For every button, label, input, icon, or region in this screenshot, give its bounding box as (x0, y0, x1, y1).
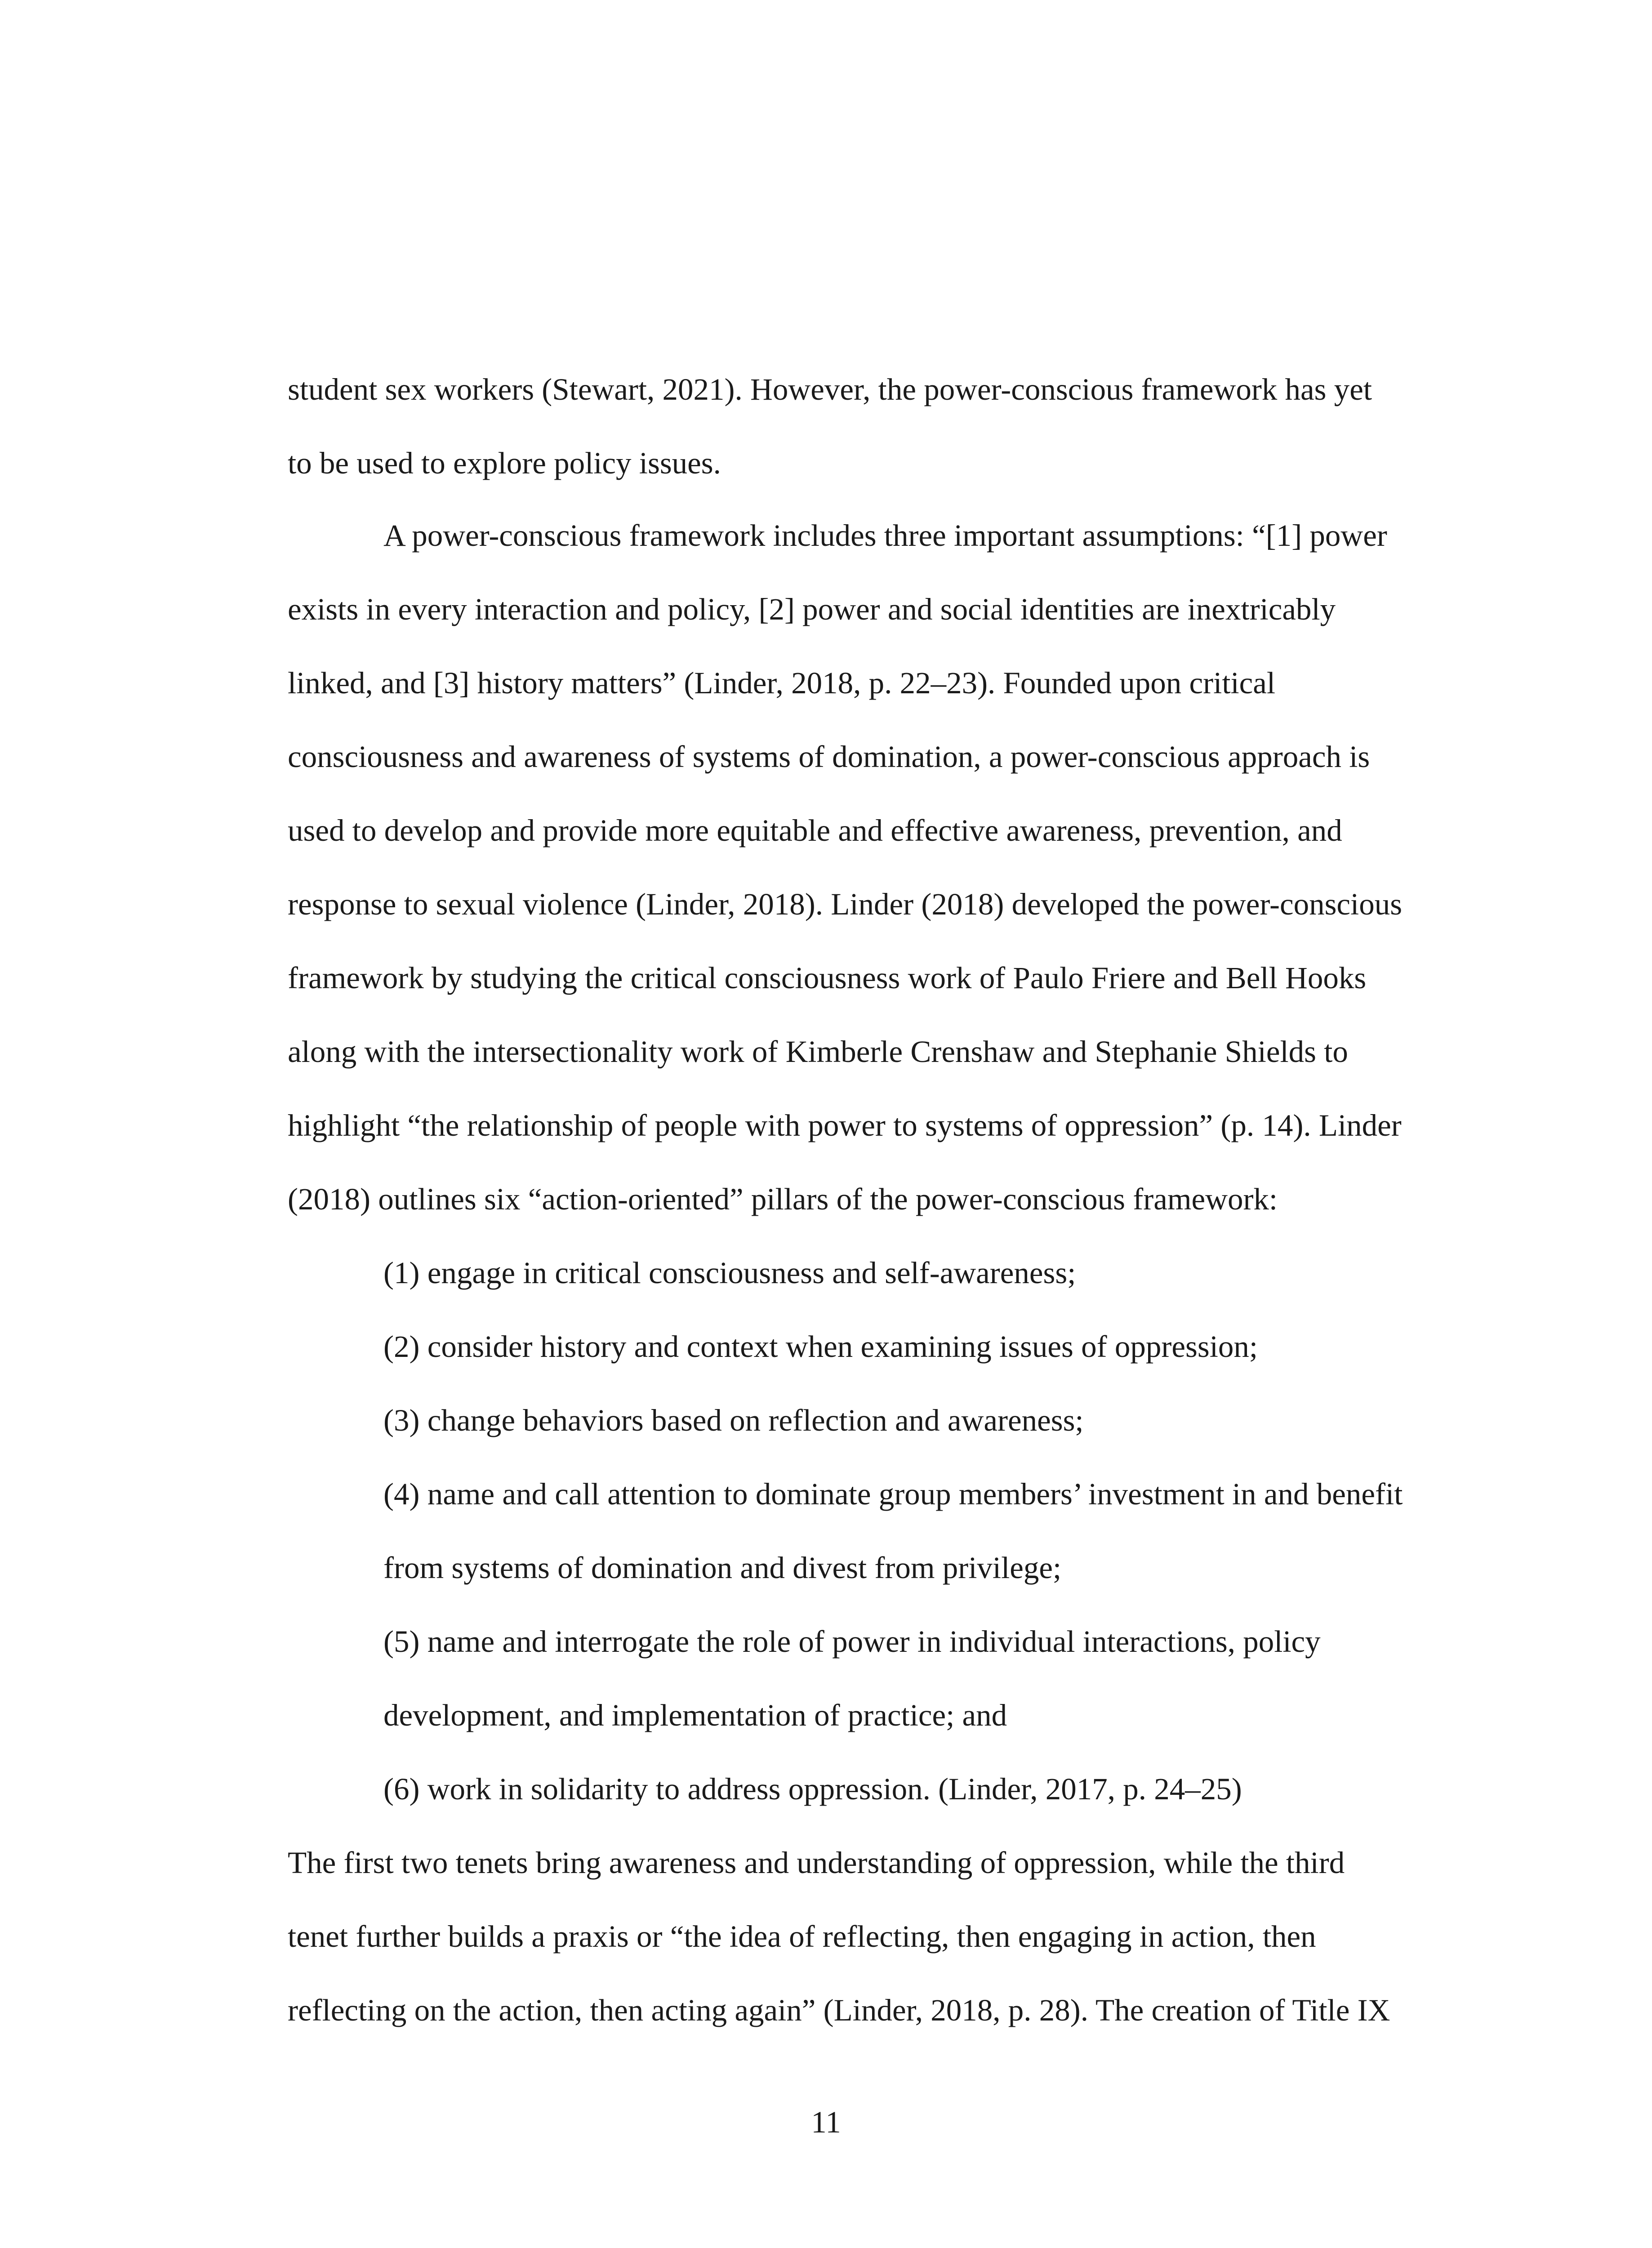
text-line: exists in every interaction and policy, [2] power and social identities are inextricably (288, 592, 1336, 626)
paragraph-first-line: A power-conscious framework includes three important assumptions: “[1] power (383, 518, 1387, 553)
text-line: along with the intersectionality work of Kimberle Crenshaw and Stephanie Shields to (288, 1035, 1348, 1069)
text-line: reflecting on the action, then acting again” (Linder, 2018, p. 28). The creation of Title IX (288, 1993, 1390, 2027)
block-quote-line: (5) name and interrogate the role of power in individual interactions, policy (383, 1624, 1321, 1659)
block-quote-line: (3) change behaviors based on reflection and awareness; (383, 1403, 1084, 1437)
text-line: highlight “the relationship of people with power to systems of oppression” (p. 14). Linder (288, 1108, 1402, 1142)
text-line: response to sexual violence (Linder, 2018). Linder (2018) developed the power-conscious (288, 887, 1403, 921)
block-quote-line: (1) engage in critical consciousness and self-awareness; (383, 1256, 1076, 1290)
text-line: linked, and [3] history matters” (Linder, 2018, p. 22–23). Founded upon critical (288, 666, 1276, 700)
text-line: (2018) outlines six “action-oriented” pillars of the power-conscious framework: (288, 1182, 1278, 1216)
text-line: used to develop and provide more equitable and effective awareness, prevention, and (288, 813, 1342, 847)
block-quote-line: (6) work in solidarity to address oppression. (Linder, 2017, p. 24–25) (383, 1772, 1242, 1806)
text-line: to be used to explore policy issues. (288, 446, 721, 480)
block-quote-line: (4) name and call attention to dominate group members’ investment in and benefit (383, 1477, 1403, 1511)
block-quote-line: (2) consider history and context when examining issues of oppression; (383, 1329, 1258, 1364)
text-line: The first two tenets bring awareness and understanding of oppression, while the third (288, 1846, 1345, 1880)
text-line: framework by studying the critical consciousness work of Paulo Friere and Bell Hooks (288, 961, 1367, 995)
block-quote-line: development, and implementation of practice; and (383, 1698, 1007, 1732)
block-quote-line: from systems of domination and divest from privilege; (383, 1551, 1062, 1585)
text-line: tenet further builds a praxis or “the idea of reflecting, then engaging in action, then (288, 1919, 1316, 1954)
text-line: consciousness and awareness of systems of domination, a power-conscious approach is (288, 740, 1370, 774)
text-line: student sex workers (Stewart, 2021). However, the power-conscious framework has yet (288, 372, 1372, 406)
page-number: 11 (811, 2105, 841, 2139)
